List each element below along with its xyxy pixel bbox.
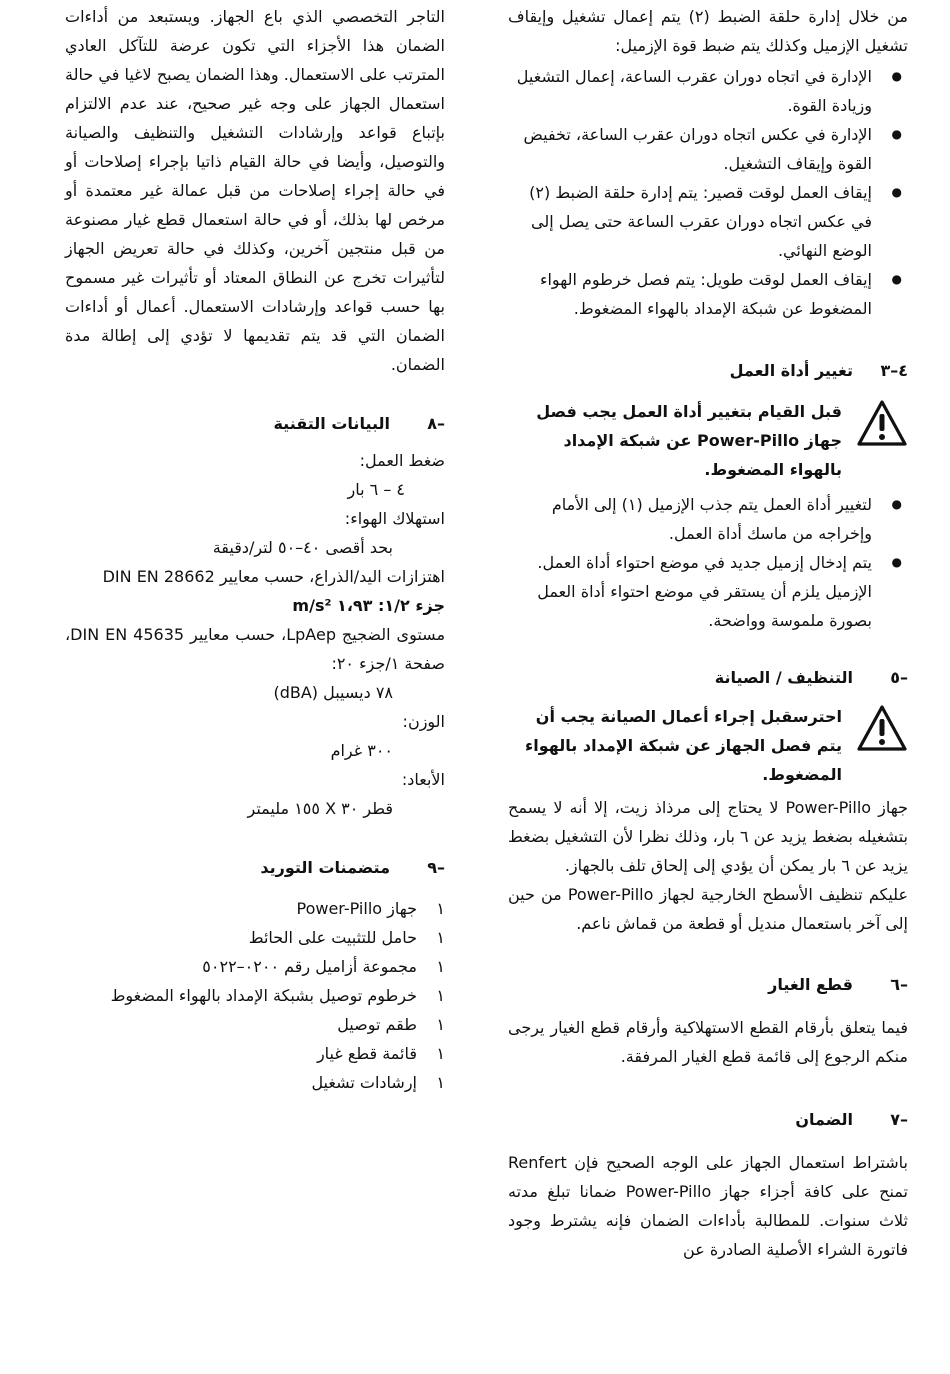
vibration-value: جزء ١/٢: ١،٩٣ m/s² xyxy=(292,596,445,615)
tool-change-list xyxy=(508,490,908,635)
spare-parts-paragraph: فيما يتعلق بأرقام القطع الاستهلاكية وأرقام قطع الغيار يرجى منكم الرجوع إلى قائمة قطع الغيار المرفقة. xyxy=(508,1018,908,1066)
bullet-icon: ● xyxy=(891,69,902,83)
maintenance-paragraph: جهاز Power-Pillo لا يحتاج إلى مرذاذ زيت، إلا أنه لا يسمح بتشغيله بضغط يزيد عن ٦ بار، وذلك نظرا لأن التشغيل بضغط يزيد عن ٦ بار يمكن أن يؤدي إلى إلحاق تلف بالجهاز. xyxy=(507,798,908,875)
bullet-icon: ● xyxy=(891,127,902,141)
left-column xyxy=(65,2,445,1097)
warning-box xyxy=(508,397,908,484)
list-item: ١ طقم توصيل xyxy=(337,1015,445,1034)
controls-intro: من خلال إدارة حلقة الضبط (٢) يتم إعمال تشغيل وإيقاف تشغيل الإزميل وكذلك يتم ضبط قوة الإزميل: xyxy=(508,7,908,55)
section-heading-6: –٦ قطع الغيار xyxy=(768,975,908,994)
list-item: ● إيقاف العمل لوقت قصير: يتم إدارة حلقة الضبط (٢) في عكس اتجاه دوران عقرب الساعة حتى يصل إلى الوضع النهائي. xyxy=(508,178,908,265)
cleaning-paragraph: عليكم تنظيف الأسطح الخارجية لجهاز Power-Pillo من حين إلى آخر باستعمال منديل أو قطعة من قماش ناعم. xyxy=(508,885,908,933)
air-consumption-label: استهلاك الهواء: xyxy=(344,509,445,528)
list-item: ● الإدارة في عكس اتجاه دوران عقرب الساعة، تخفيض القوة وإيقاف التشغيل. xyxy=(508,120,908,178)
weight-value: ٣٠٠ غرام xyxy=(330,741,393,760)
vibration-label: اهتزازات اليد/الذراع، حسب معايير DIN EN 28662 xyxy=(102,567,445,586)
warranty-continued: التاجر التخصصي الذي باع الجهاز. ويستبعد من أداءات الضمان هذا الأجزاء التي تكون عرضة للتآكل العادي المترتب على الاستعمال. وهذا الضمان يصبح لاغيا في حالة استعمال الجهاز على وجه غير صحيح، عند عدم الالتزام بإتباع قواعد وإرشادات التشغيل والتنظيف والصيانة والتوصيل، وأيضا في حالة القيام ذاتيا بإجراء إصلاحات أو في حالة إجراء إصلاحات من قبل عمالة غير معتمدة أو مرخص لها بذلك، أو في حالة استعمال قطع غيار مصنوعة من قبل منتجين آخرين، وكذلك في حالة تعريض الجهاز لتأثيرات تخرج عن النطاق المعتاد أو تأثيرات غير مسموح بها حسب قواعد وإرشادات الاستعمال. أعمال أو أداءات الضمان التي قد يتم تقديمها لا تؤدي إلى إطالة مدة الضمان. xyxy=(65,7,445,374)
dimensions-value: قطر ٣٠ X ١٥٥ مليمتر xyxy=(247,799,393,818)
right-column xyxy=(508,2,908,1264)
bullet-icon: ● xyxy=(891,272,902,286)
pressure-label: ضغط العمل: xyxy=(359,451,445,470)
list-item: ١ مجموعة أزاميل رقم ٠٢٠٠–٥٠٢٢ xyxy=(202,957,445,976)
list-item: ١ إرشادات تشغيل xyxy=(311,1073,445,1092)
list-item: ● الإدارة في اتجاه دوران عقرب الساعة، إعمال التشغيل وزيادة القوة. xyxy=(508,62,908,120)
section-heading-7: –٧ الضمان xyxy=(795,1110,908,1129)
list-item: ● لتغيير أداة العمل يتم جذب الإزميل (١) إلى الأمام وإخراجه من ماسك أداة العمل. xyxy=(508,490,908,548)
list-item: ١ قائمة قطع غيار xyxy=(316,1044,445,1063)
warning-text: احترسقبل إجراء أعمال الصيانة يجب أن يتم فصل الجهاز عن شبكة الإمداد بالهواء المضغوط. xyxy=(525,707,842,784)
list-item: ١ حامل للتثبيت على الحائط xyxy=(248,928,445,947)
pressure-value: ٤ – ٦ بار xyxy=(347,480,405,499)
section-heading-5: –٥ التنظيف / الصيانة xyxy=(714,668,908,687)
controls-list xyxy=(508,62,908,323)
list-item: ● يتم إدخال إزميل جديد في موضع احتواء أداة العمل. الإزميل يلزم أن يستقر في موضع احتواء أداة العمل بصورة ملموسة وواضحة. xyxy=(508,548,908,635)
scope-of-delivery-list xyxy=(65,894,445,1097)
bullet-icon: ● xyxy=(891,497,902,511)
warning-box xyxy=(508,702,908,789)
warranty-paragraph: باشتراط استعمال الجهاز على الوجه الصحيح فإن Renfert تمنح على كافة أجزاء جهاز Power-Pillo ضمانا تبلغ مدته ثلاث سنوات. للمطالبة بأداءات الضمان فإنه يشترط وجود فاتورة الشراء الأصلية الصادرة عن xyxy=(508,1153,908,1259)
section-heading-8: –٨ البيانات التقنية xyxy=(273,414,445,433)
bullet-icon: ● xyxy=(891,185,902,199)
warning-text: قبل القيام بتغيير أداة العمل يجب فصل جهاز Power-Pillo عن شبكة الإمداد بالهواء المضغوط. xyxy=(536,402,842,479)
list-item: ● إيقاف العمل لوقت طويل: يتم فصل خرطوم الهواء المضغوط عن شبكة الإمداد بالهواء المضغوط. xyxy=(508,265,908,323)
warning-triangle-icon xyxy=(856,704,908,752)
section-heading-4-3: ٤–٣ تغيير أداة العمل xyxy=(729,361,908,380)
noise-value: ٧٨ ديسيبل (dBA) xyxy=(273,683,393,702)
air-consumption-value: بحد أقصى ٤٠–٥٠ لتر/دقيقة xyxy=(212,538,393,557)
list-item: ١ جهاز Power-Pillo xyxy=(296,899,445,918)
list-item: ١ خرطوم توصيل بشبكة الإمداد بالهواء المضغوط xyxy=(110,986,445,1005)
noise-label: مستوى الضجيج LpAep، حسب معايير DIN EN 45635، صفحة ١/جزء ٢٠: xyxy=(65,625,446,673)
dimensions-label: الأبعاد: xyxy=(401,770,445,789)
section-heading-9: –٩ متضمنات التوريد xyxy=(260,858,445,877)
weight-label: الوزن: xyxy=(402,712,445,731)
technical-data xyxy=(65,446,445,823)
warning-triangle-icon xyxy=(856,399,908,447)
bullet-icon: ● xyxy=(891,555,902,569)
